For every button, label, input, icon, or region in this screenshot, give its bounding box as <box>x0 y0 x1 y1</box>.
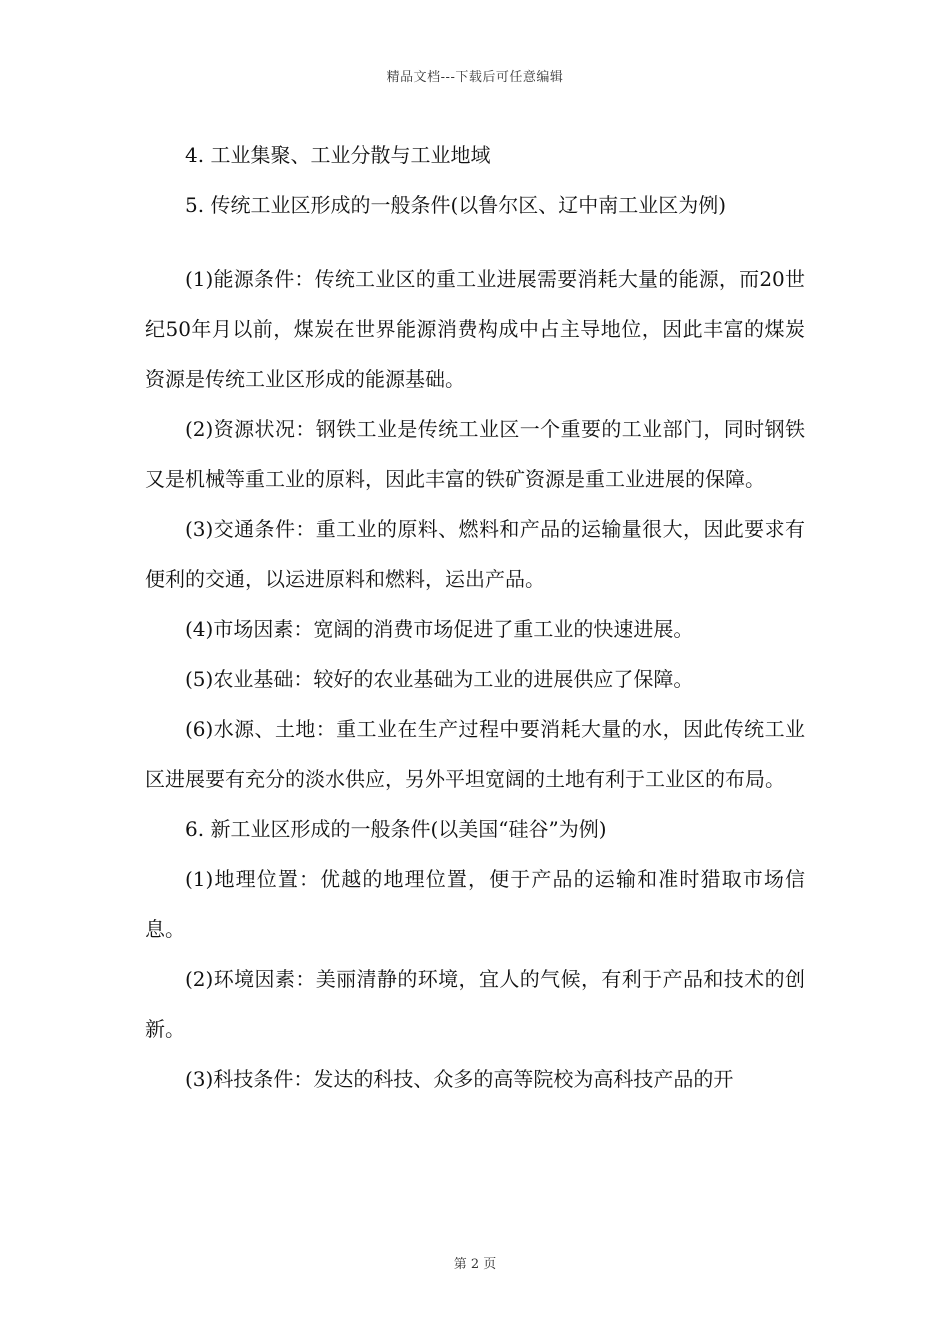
page-header: 精品文档---下载后可任意编辑 <box>386 70 564 85</box>
paragraph-section-4: 4. 工业集聚、工业分散与工业地域 <box>185 143 491 167</box>
paragraph-water-land: (6)水源、土地：重工业在生产过程中要消耗大量的水，因此传统工业区进展要有充分的淡水供应，另外平坦宽阔的土地有利于工业区的布局。 <box>145 717 805 791</box>
paragraph-market-factors: (4)市场因素：宽阔的消费市场促进了重工业的快速进展。 <box>185 617 694 641</box>
paragraph-geographic-location: (1)地理位置：优越的地理位置，便于产品的运输和准时猎取市场信息。 <box>145 867 805 941</box>
paragraph-agriculture-basis: (5)农业基础：较好的农业基础为工业的进展供应了保障。 <box>185 667 694 691</box>
paragraph-section-6-heading: 6. 新工业区形成的一般条件(以美国“硅谷”为例) <box>185 817 607 841</box>
document-body <box>145 130 805 1104</box>
paragraph-tech-conditions: (3)科技条件：发达的科技、众多的高等院校为高科技产品的开 <box>185 1067 734 1091</box>
paragraph-environment-factors: (2)环境因素：美丽清静的环境，宜人的气候，有利于产品和技术的创新。 <box>145 967 805 1041</box>
paragraph-energy-conditions: (1)能源条件：传统工业区的重工业进展需要消耗大量的能源，而20世纪50年月以前，煤炭在世界能源消费构成中占主导地位，因此丰富的煤炭资源是传统工业区形成的能源基础。 <box>145 267 805 391</box>
paragraph-section-5-heading: 5. 传统工业区形成的一般条件(以鲁尔区、辽中南工业区为例) <box>185 193 727 217</box>
page-number: 第 2 页 <box>453 1257 497 1272</box>
paragraph-resource-status: (2)资源状况：钢铁工业是传统工业区一个重要的工业部门，同时钢铁又是机械等重工业的原料，因此丰富的铁矿资源是重工业进展的保障。 <box>145 417 805 491</box>
paragraph-transport-conditions: (3)交通条件：重工业的原料、燃料和产品的运输量很大，因此要求有便利的交通，以运进原料和燃料，运出产品。 <box>145 517 805 591</box>
